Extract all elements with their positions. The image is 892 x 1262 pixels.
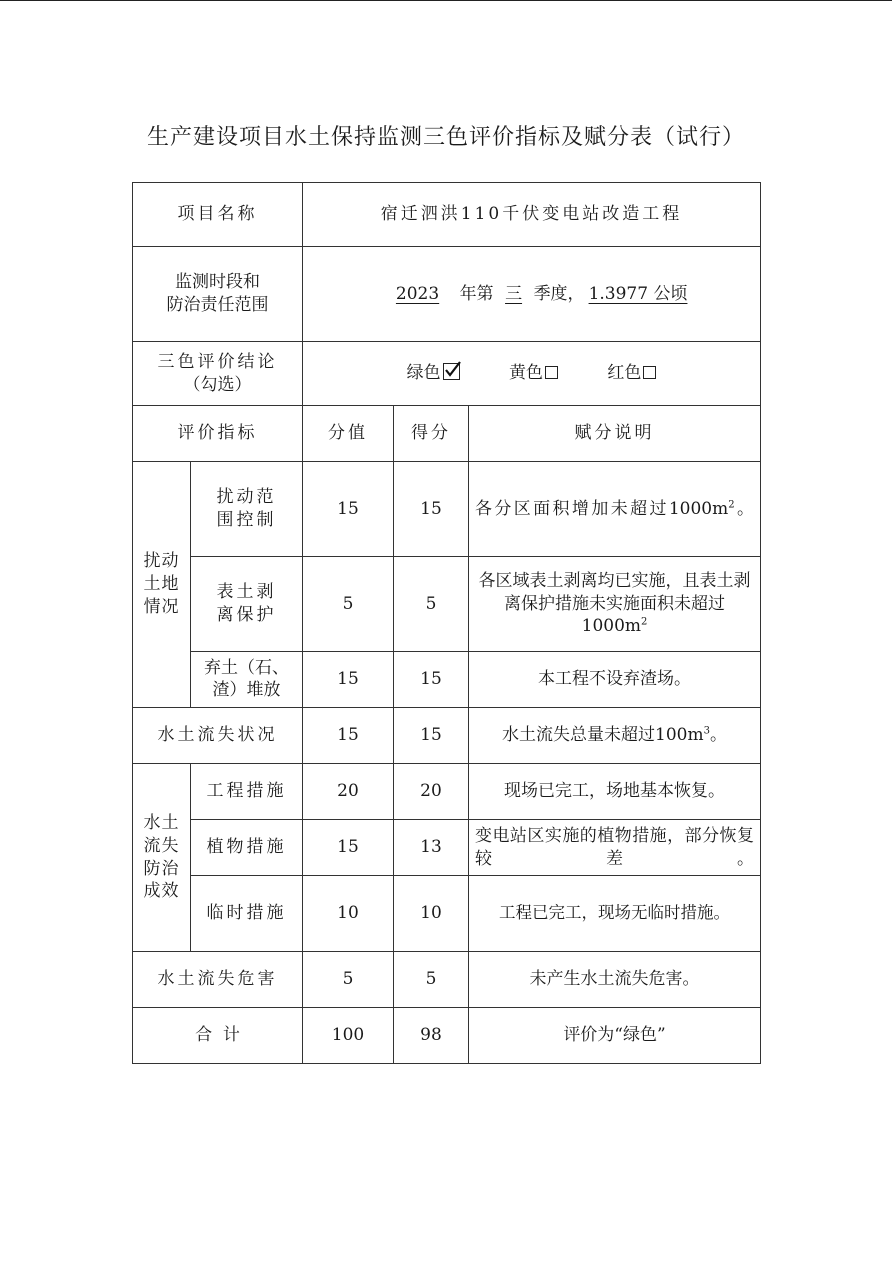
project-name-value: 宿迁泗洪110千伏变电站改造工程 [303, 183, 761, 247]
indicator-name: 水土流失状况 [133, 708, 303, 764]
indicator-name [191, 462, 303, 557]
explanation-text: 工程已完工，现场无临时措施。 [499, 903, 730, 923]
score-got: 10 [394, 876, 469, 952]
score-got: 15 [394, 462, 469, 557]
explanation [469, 820, 761, 876]
period-quarter-suffix: 季度， [533, 283, 585, 304]
score-got: 5 [394, 557, 469, 652]
total-got: 98 [394, 1008, 469, 1064]
total-value: 100 [303, 1008, 394, 1064]
table-row [133, 764, 761, 820]
option-green[interactable] [407, 362, 460, 385]
explanation-tail: 。 [709, 725, 727, 746]
score-value: 15 [303, 462, 394, 557]
score-got: 13 [394, 820, 469, 876]
table-row [133, 652, 761, 708]
explanation-text: 各分区面积增加未超过1000m [475, 498, 729, 519]
period-value [303, 247, 761, 342]
explanation-text: 本工程不设弃渣场。 [538, 669, 691, 690]
group-prevention-label [133, 764, 191, 952]
indicator-name [191, 557, 303, 652]
explanation-sup: 3 [703, 725, 710, 737]
table-row [133, 557, 761, 652]
explanation-text: 水土流失总量未超过100m [502, 725, 704, 746]
total-label: 合 计 [133, 1008, 303, 1064]
explanation-sup: 2 [641, 616, 648, 628]
explanation-text: 变电站区实施的植物措施，部分恢复较差。 [475, 825, 755, 869]
option-red[interactable] [607, 362, 656, 385]
evaluation-table [132, 182, 761, 1064]
period-year-suffix: 年第 [459, 283, 494, 304]
indicator-name: 临时措施 [191, 876, 303, 952]
period-label-line2: 防治责任范围 [166, 295, 269, 315]
score-got: 20 [394, 764, 469, 820]
col-score-value: 分值 [303, 406, 394, 462]
score-got: 5 [394, 952, 469, 1008]
table-row [133, 708, 761, 764]
group-disturbance-label [133, 462, 191, 708]
empty-box-icon [643, 366, 656, 379]
option-green-label: 绿色 [406, 363, 441, 384]
period-row [133, 247, 761, 342]
table-row [133, 462, 761, 557]
explanation-text: 评价为“绿色” [563, 1025, 666, 1046]
page-title: 生产建设项目水土保持监测三色评价指标及赋分表（试行） [146, 125, 745, 150]
total-explanation [469, 1008, 761, 1064]
col-score-got: 得分 [394, 406, 469, 462]
score-value: 5 [303, 557, 394, 652]
project-name-row [133, 183, 761, 247]
explanation [469, 876, 761, 952]
explanation [469, 462, 761, 557]
explanation [469, 652, 761, 708]
col-explanation: 赋分说明 [469, 406, 761, 462]
score-got: 15 [394, 652, 469, 708]
explanation-text: 未产生水土流失危害。 [529, 969, 700, 990]
indicator-name: 工程措施 [191, 764, 303, 820]
total-row [133, 1008, 761, 1064]
explanation-tail: 。 [734, 498, 755, 519]
score-value: 10 [303, 876, 394, 952]
checked-box-icon [443, 363, 460, 380]
score-value: 15 [303, 652, 394, 708]
option-yellow-label: 黄色 [509, 363, 543, 384]
explanation [469, 557, 761, 652]
score-got: 15 [394, 708, 469, 764]
table-row [133, 876, 761, 952]
conclusion-row [133, 342, 761, 406]
score-value: 5 [303, 952, 394, 1008]
conclusion-options [303, 342, 761, 406]
group-disturbance-text: 扰动土地情况 [143, 551, 180, 617]
option-yellow[interactable] [509, 362, 558, 385]
table-row [133, 820, 761, 876]
indicator-name-text: 弃土（石、渣）堆放 [203, 657, 289, 701]
top-border-line [0, 0, 892, 1]
project-name-label: 项目名称 [133, 183, 303, 247]
indicator-name-text: 扰动范围控制 [216, 487, 277, 530]
explanation-text: 现场已完工，场地基本恢复。 [504, 781, 725, 802]
explanation [469, 708, 761, 764]
col-indicator: 评价指标 [133, 406, 303, 462]
period-quarter: 三 [505, 283, 523, 304]
period-label-line1: 监测时段和 [175, 272, 260, 293]
indicator-name [191, 652, 303, 708]
indicator-name-text: 表土剥离保护 [216, 582, 277, 625]
group-prevention-text: 水土流失防治成效 [143, 812, 180, 902]
empty-box-icon [545, 366, 558, 379]
conclusion-label-line1: 三色评价结论 [157, 351, 278, 372]
conclusion-label [133, 342, 303, 406]
explanation [469, 764, 761, 820]
period-label [133, 247, 303, 342]
explanation-text: 各区域表土剥离均已实施，且表土剥离保护措施未实施面积未超过1000m [478, 570, 751, 637]
column-header-row [133, 406, 761, 462]
table-row [133, 952, 761, 1008]
explanation [469, 952, 761, 1008]
conclusion-label-line2: （勾选） [183, 374, 252, 395]
period-year: 2023 [395, 283, 440, 304]
period-area: 1.3977 公顷 [588, 283, 688, 304]
score-value: 15 [303, 708, 394, 764]
explanation-sup: 2 [728, 498, 735, 510]
score-value: 20 [303, 764, 394, 820]
score-value: 15 [303, 820, 394, 876]
indicator-name: 植物措施 [191, 820, 303, 876]
indicator-name: 水土流失危害 [133, 952, 303, 1008]
option-red-label: 红色 [607, 363, 642, 384]
